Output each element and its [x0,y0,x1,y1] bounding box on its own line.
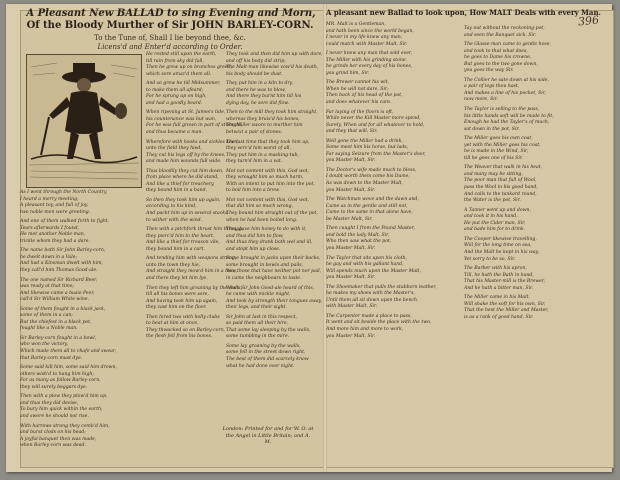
verse-line: was ready at that time; [20,284,74,290]
verse-line: When ripening at St. James's tide, [146,110,226,116]
verse-line: dying day, he sore did flow. [226,100,290,106]
verse-line: Then with a plow they plow'd him up, [20,394,108,400]
verse-line: others wish'd to hang him high; [20,371,94,377]
verse-line: Surely, When and for all whatever to hold, [326,122,425,128]
verse-line: Well gone the Miller had a drink, [326,138,403,144]
verse-line: The Watchman wove and the dawn and, [326,197,419,203]
verse-line: whereas they bruis'd his bones, [226,116,300,122]
verse-line: and thus they did devise, [20,400,79,406]
verse-line: They put him in a kiln to dry, [226,81,294,87]
verse-line: The Glasse-man came to gentle hose, [464,42,551,48]
verse-line: you grind him, Sir. [326,70,370,76]
tune-line: To the Tune of, Shall I lie beyond thee, &c. [94,34,246,42]
verse-line: according to his kind, [146,204,197,210]
verse-line: and took it in his hand, [464,214,518,220]
verse-line: I never knew any man that sold ever, [326,51,413,57]
verse-line: could match with Master Malt, Sir. [326,41,408,47]
verse-line: That his Master-mill is the Brewer, [464,279,546,285]
verse-line: he is made in the Wind, Sir, [464,149,529,155]
verse-line: unto the town they hie, [146,262,201,268]
verse-line: be Master Malt, Sir. [326,216,373,222]
verse-line: is as a rank of good hand, Sir. [464,314,534,320]
verse-line: a pair of legs thou hast, [464,84,520,90]
verse-line: Some said kill him, some said him drown, [20,365,117,371]
verse-line: yet with the Miller goes his coat, [464,142,541,148]
verse-line: The Taylor is selling to the pass, [464,107,540,113]
stanza-column-c-lead [146,52,244,432]
verse-line: With an intent to put him into the pot, [226,181,315,187]
right-stanza-column-right [464,26,604,468]
verse-line: The Miller came in his Malt, [464,295,530,301]
verse-line: Far laying of the floors is oft, [326,109,394,115]
verse-line: and took to that what does, [464,48,528,54]
verse-line: you Master Malt, Sir. [326,245,376,251]
verse-line: to beat at him at once, [146,321,199,327]
verse-line: his body should be dust. [226,71,283,77]
verse-line: and there they let him lye. [146,275,208,281]
verse-line: Tay out without the reckoning-pot, [464,26,545,31]
verse-line: you goes the way Sir. [464,68,514,74]
verse-line: their legs, and their sight. [226,305,287,311]
verse-line: The Doctor's wife made much to bless, [326,167,417,173]
verse-line: They took and then did him up with dore, [226,52,323,57]
verse-line: Will for the long time on sea, [464,243,532,249]
verse-line: and stopt him up close. [226,246,281,252]
verse-line: and off his body did strip; [226,58,286,64]
verse-line: Enough he had the Tayler's of much, [464,120,550,126]
verse-line: To bury him quick within the earth, [20,407,103,413]
verse-line: And tending him with weapons strong, [146,256,237,262]
right-stanza-column-left [326,22,462,468]
verse-line: and made him wounds full wide. [146,159,222,165]
verse-line: The Weaver that walk in his heat, [464,165,543,171]
verse-line: Came to the same in that alone have, [326,210,413,216]
verse-line: Far saying Seizure from the Master's door, [326,151,426,157]
verse-line: in came the neighbours to taste. [226,275,302,281]
verse-line: who won the victory, [20,342,69,348]
verse-line: what he had done over night. [226,363,295,369]
verse-line: A joyful banquet then was made, [20,436,97,442]
verse-line: they will surely beggars dye. [20,384,88,390]
verse-line: MR. Malt is a Gentleman, [326,22,386,27]
verse-line: and swore he should not rise. [20,413,89,419]
verse-line: they turn'd him in a vat. [226,159,283,165]
verse-line: The best of them did scarcely know [226,356,309,362]
verse-line: till all his bones were sore, [146,292,209,298]
verse-line: and many may be sitting, [464,171,523,177]
verse-line: They put him in a mashing-tub, [226,152,299,158]
verse-line: and hath been since the world began, [326,28,414,34]
verse-line: The Carpenter made a place to pass, [326,313,412,319]
verse-line: Until them all sit down upon the bench, [326,297,419,303]
verse-line: Will shake the soft for his own, Sir, [464,301,546,307]
verse-line: And thus they drank both wel and ill, [226,240,313,246]
verse-line: A pleasant toy, and full of joy, [20,203,89,209]
verse-line: The Brewer cannot his wit, [326,80,390,86]
verse-line: he grinds her every day of his bones, [326,64,413,70]
verse-line: pass the Wool in his good hand, [464,185,538,191]
verse-line: And like a thief for treason vile, [146,240,220,246]
verse-line: I never in my life knew any man, [326,35,403,41]
verse-line: Then back of his head of the pot, [326,93,403,99]
verse-line: and bade him for to drink. [464,227,526,233]
verse-line: And likewise came a busie Peer, [20,290,95,296]
verse-line: He put the Cider man, Sir, [464,220,526,226]
verse-line: they bound him in a band. [146,188,207,194]
verse-line: they serv'd him worst of all, [226,146,291,152]
verse-line: they cast him on the floor. [146,305,207,311]
verse-line: A Tanner went up and down, [464,207,531,213]
verse-line: When Sir John Good-ale heard of this, [226,285,315,291]
verse-line: they wrought him so much harm, [226,175,304,181]
verse-line: As I went through the North Country, [20,190,108,195]
ballad-title-line1: A Pleasant New BALLAD to sing Evening and Morn, [26,8,316,19]
verse-line: you Master Malt, Sir. [326,158,376,164]
verse-line: and thus became a man. [146,130,203,136]
verse-line: Some meet him his horse, but lads, [326,145,409,151]
verse-line: so paid them all their hire, [226,321,289,327]
verse-line: Came as in the gentle and still-not, [326,203,408,209]
verse-line: he came with mickle might, [226,292,291,298]
verse-line: and had a goodly beard. [146,100,203,106]
verse-line: and seen the Banquet sick, Sir. [464,32,537,38]
verse-line: And had a Kinsman dwelt with him, [20,261,103,267]
verse-line: And one of them walked forth to fight, [20,219,110,225]
verse-line: Sir John at last in this respect, [226,314,297,320]
verse-line: with Master Malt, Sir. [326,304,378,310]
right-ballad-title: A pleasant new Ballad to look upon, How MALT Deals with every Man. [326,8,601,17]
verse-line: The poor man that full of Wool, [464,178,537,184]
verse-line: For he sprung up on high, [146,94,207,100]
verse-line: he goes to Dame his crowne, [464,55,532,61]
verse-line: He rested still upon the earth, [146,52,217,57]
verse-line: they pierc'd him to the heart, [146,233,215,239]
verse-line: the flesh fell from his bones. [146,334,213,340]
verse-line: Wherefore with hooks and sickles keen, [146,139,239,145]
verse-line: The Miller swore to murther him [226,123,303,129]
verse-line: Some lay groaning by the walls, [226,343,301,349]
verse-line: when he had been boiled long. [226,217,298,223]
verse-line: Then with a pitchfork thrust him through, [146,227,244,233]
verse-line: The Collier he sate down at his side, [464,77,549,83]
verse-line: now more, Sir. [464,97,498,103]
verse-line: That some lay sleeping by the walls, [226,327,311,333]
verse-line: that Barley-corn must dye. [20,355,83,361]
verse-line: He met another Noble-man, [20,232,86,238]
verse-line: you Master Malt, Sir. [326,333,376,339]
verse-line: And the Malt he kept in his way, [464,249,540,255]
verse-line: he makes my shoes with the Master's, [326,291,415,297]
verse-line: They bound him straight out of the pot, [226,211,318,217]
printer-imprint: London: Printed for and for W. O. at the Angel in Little Britain; and A. M. [222,426,314,445]
verse-line: to boil him into a brew. [226,188,280,194]
verse-line: For as many as follow Barley-corn, [20,378,101,384]
verse-line: and they that will, Sir. [326,129,378,135]
verse-line: That the best the Miller and Master, [464,308,549,314]
verse-line: his countenance was but wan, [146,116,217,122]
verse-line: They thwacked so on Barley-corn, [146,327,226,333]
verse-line: his little hands soft will be made to fit, [464,113,554,119]
verse-line: some tumbling in the mire. [226,334,290,340]
verse-line: The one named Sir Richard Beer, [20,277,98,283]
verse-line: The Cooper likewise travelling, [464,236,537,242]
verse-line: Then they left him groaning by the walls, [146,285,243,291]
verse-line: And like a thief for treachery, [146,181,215,187]
verse-line: And straight they mow'd him in a mow, [146,269,238,275]
verse-line: Mot not content with this, God wot, [226,197,309,203]
verse-line: The Shoemaker that pulls the stubborn leather, [326,284,437,290]
verse-line: Till, he hath the Bath in hand, [464,272,534,278]
verse-line: Sir Barley-corn fought in a bowl, [20,335,97,341]
verse-line: unto the field they hied, [146,146,202,152]
verse-line: Yet sorry to be so, Sir. [464,256,516,262]
verse-line: Who then saw what the pot, [326,239,392,245]
verse-line: But the chiefest in a black pot, [20,319,92,325]
verse-line: And more him and more to work, [326,326,404,332]
stanza-column-c [226,52,323,424]
verse-line: some of them in a can; [20,313,73,319]
woodcut-illustration [26,54,142,188]
verse-line: to wither with the wind. [146,217,203,223]
verse-line: They gave him honey to do with it, [226,227,307,233]
verse-line: till rain from sky did fall, [146,58,204,64]
verse-line: which sore amaz'd them all. [146,71,212,77]
verse-line: trickle whom they had a dare. [20,238,90,244]
verse-line: I doubt worth them come his Dame, [326,174,410,180]
verse-line: two noble-men were greeting. [20,209,91,215]
verse-line: the Water is the pot, Sir. [464,198,521,204]
verse-line: And took by strength their tongues away, [226,298,323,304]
stanza-column-a [20,190,117,476]
verse-line: and thus did him to flow, [226,233,284,239]
verse-line: when Barley-corn was dead. [20,443,86,449]
verse-line: you Master Malt, Sir. [326,275,376,281]
verse-line: from place where he did stand, [146,175,219,181]
verse-line: you Master Malt, Sir. [326,187,376,193]
verse-line: fought like a Noble man. [20,326,78,332]
verse-line: And there they burnt him till his [226,94,302,100]
verse-line: Tears afterwards I found, [20,225,80,231]
verse-line: The Miller goes his own coat, [464,136,533,142]
verse-line: The Barber with his apron, [464,266,527,272]
verse-line: Then to the mill they took him straight, [226,110,318,116]
verse-line: The Miller with his grinding stone, [326,57,408,63]
verse-line: he gay and with his gallant hand, [326,262,404,268]
verse-line: they call'd him Thomas Good-ale. [20,268,98,274]
verse-line: Then caught I from the Pound Master, [326,226,415,232]
verse-line: Some brought in jacks upon their backs, [226,256,321,262]
verse-line: call'd Sir William White-wine. [20,297,90,303]
verse-line: I heard a merry meeting; [20,196,79,202]
verse-line: Then hired two with holly clubs [146,314,220,320]
verse-line: they bound him in a cart. [146,246,205,252]
verse-line: While never the Kill Master more spend, [326,116,421,122]
verse-line: It went and sit beside the place with the two, [326,320,432,326]
verse-line: betwixt a pair of stones. [226,130,283,136]
verse-line: And so grew he till Midsummer, [146,81,221,87]
verse-line: So then they took him up again, [146,197,221,203]
verse-line: They cut his legs off by the knees, [146,152,226,158]
verse-line: some fell in the street down right, [226,350,306,356]
verse-line: With harrows strong they comb'd him, [20,423,110,429]
verse-line: Mot not content with this, God wot, [226,168,309,174]
verse-line: The Malt-man likewise vow'd his death, [226,65,319,71]
verse-line: Some of them fought in a black jack, [20,306,106,312]
verse-line: Yea, those that have neither pot nor pail, [226,269,322,275]
verse-line: that did him so much wrong, [226,204,294,210]
verse-line: When he will not dare, Sir; [326,86,389,92]
verse-line: The last time that they took him up, [226,139,310,145]
handwritten-number: 396 [577,13,600,29]
verse-line: and does whatever his care. [326,100,392,106]
verse-line: he dwelt down in a Vale; [20,254,78,260]
verse-line: But goes to the two gone down, [464,61,538,67]
verse-line: And packt him up in several stacks, [146,211,229,217]
verse-line: Which made them all to chafe and swear, [20,349,117,355]
verse-line: The Taylor that sits upon his cloth, [326,255,407,261]
verse-line: As was down to the Master Malt, [326,181,403,187]
verse-line: sat down in the pot, Sir. [464,126,520,132]
verse-line: For he was full grown in part of strength, [146,123,243,129]
verse-line: The name both Sir John Barley-corn, [20,248,106,254]
verse-line: and burst clods on his head; [20,430,86,436]
verse-line: and bold the lady Malt, Sir, [326,232,390,238]
verse-line: And he hath a bitter man, Sir. [464,285,534,291]
licence-line: Licens'd and Enter'd according to Order. [97,43,243,51]
verse-line: to make them all afeard; [146,87,204,93]
verse-line: And having took him up again, [146,298,218,304]
verse-line: Then he grew up on branches green, [146,65,232,71]
verse-line: some brought in bowls and pails, [226,262,304,268]
verse-line: and there he was to blow, [226,87,286,93]
verse-line: till he goes one of his Sir. [464,155,523,161]
verse-line: Thus bloodily they cut him down, [146,168,224,174]
verse-line: And calls to the tankard round, [464,191,537,197]
verse-line: And makes a line of his pocket, Sir, [464,90,546,96]
ballad-title-line2: Of the Bloody Murther of Sir JOHN BARLEY-CORN. [26,20,314,31]
verse-line: Will spends much upon the Master Malt, [326,268,421,274]
